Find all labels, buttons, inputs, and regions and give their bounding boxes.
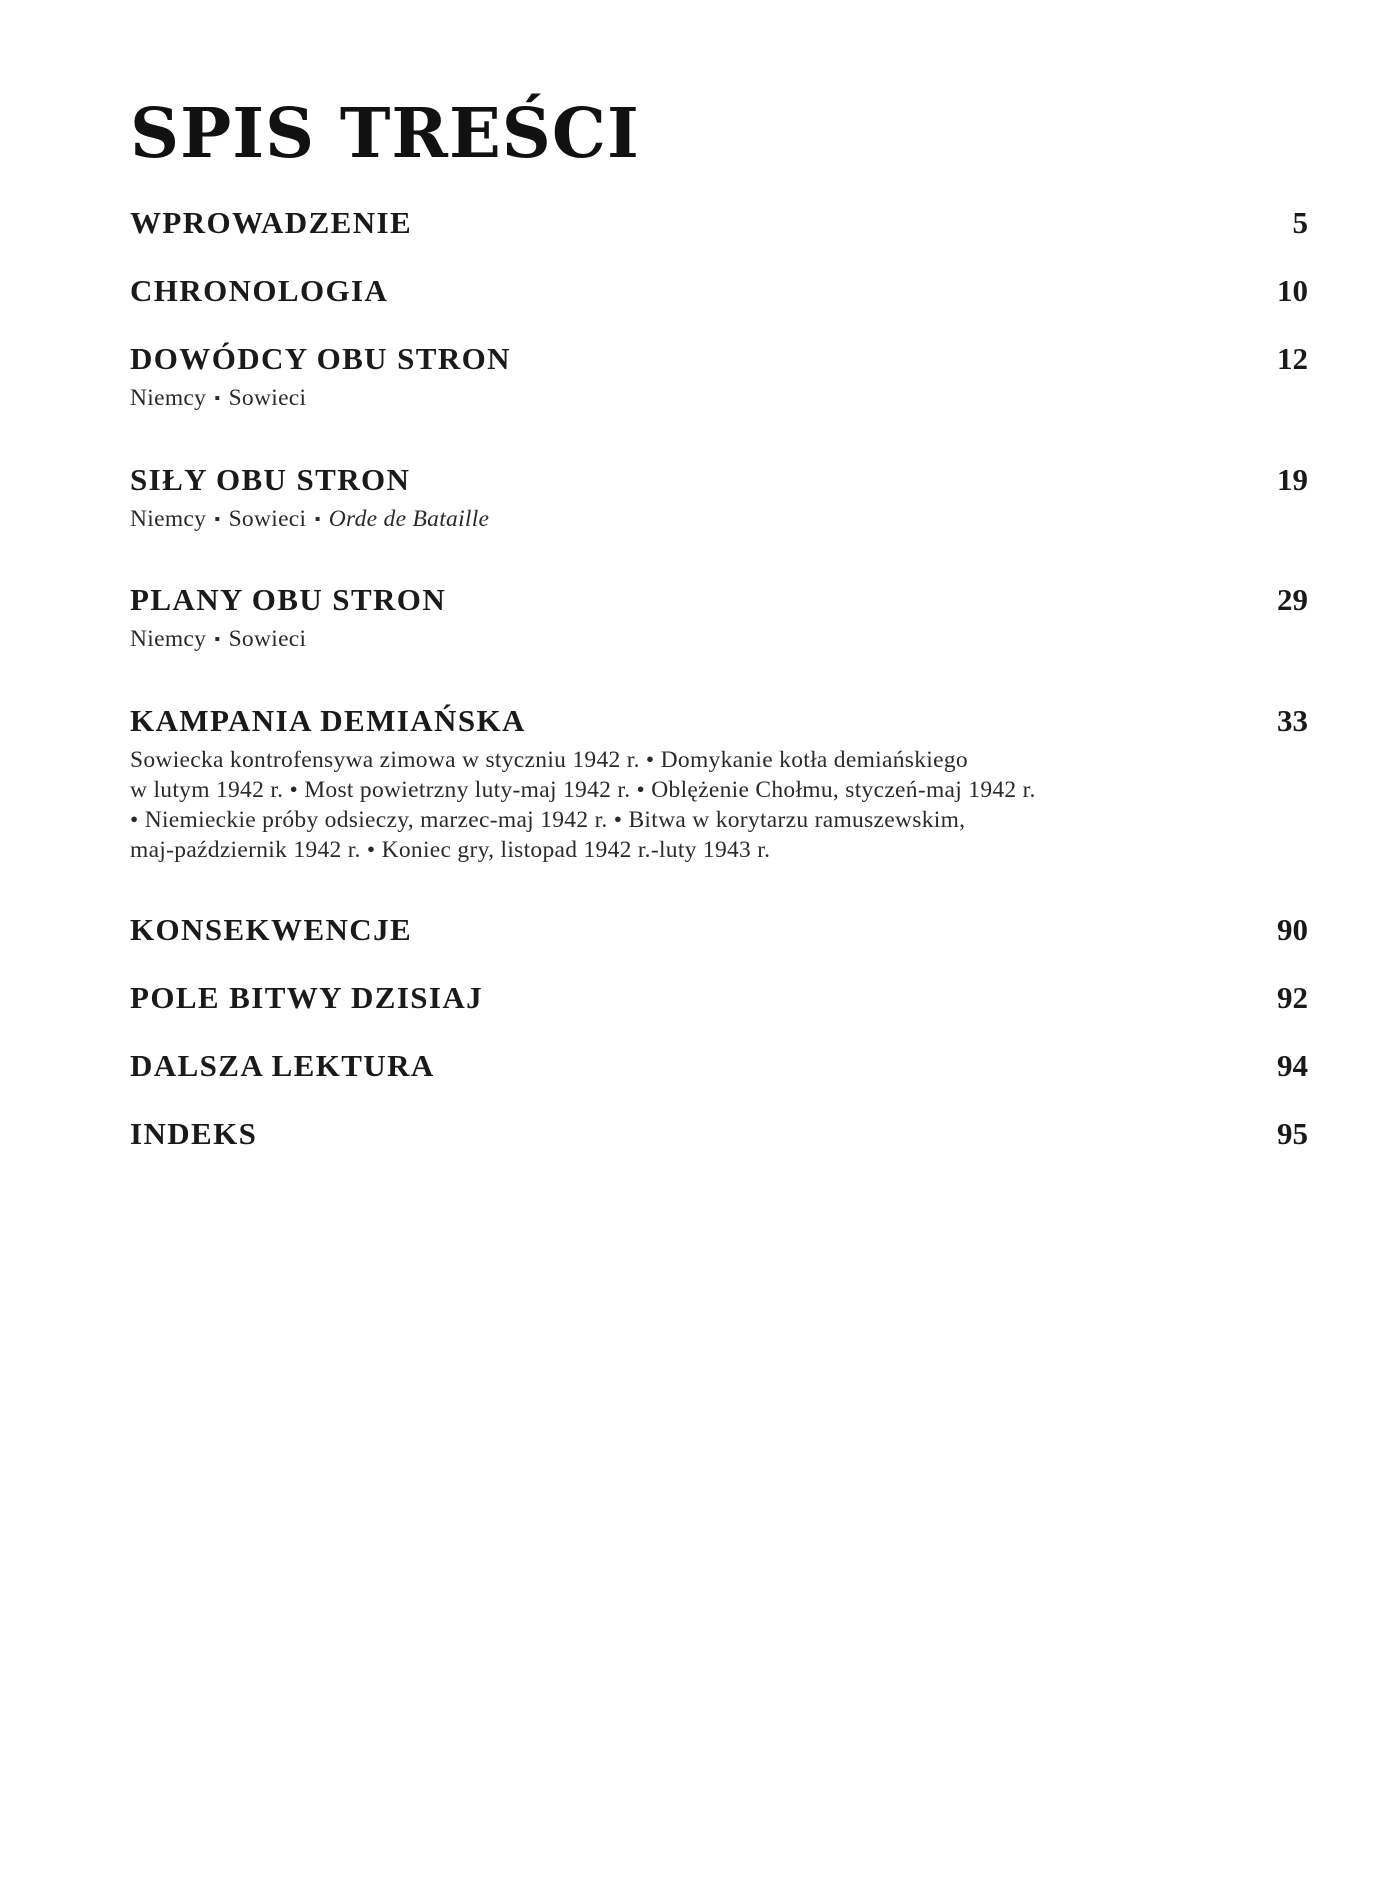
toc-entry-title: KAMPANIA DEMIAŃSKA bbox=[130, 703, 526, 738]
subtopic-line: • Niemieckie próby odsieczy, marzec-maj 1942 r. • Bitwa w korytarzu ramuszewskim, bbox=[130, 807, 966, 833]
toc-entry-subtopics bbox=[130, 624, 1270, 655]
subtopic: Niemcy bbox=[130, 626, 207, 652]
toc-entry-wprowadzenie bbox=[130, 203, 1308, 243]
bullet-separator: ▪ bbox=[214, 631, 221, 648]
toc-entry-title: KONSEKWENCJE bbox=[130, 912, 413, 947]
toc-entry-dalsza-lektura bbox=[130, 1046, 1308, 1086]
toc-entry-head bbox=[130, 460, 1308, 500]
toc-entry-page-number: 5 bbox=[1292, 205, 1308, 240]
subtopic-line: Sowiecka kontrofensywa zimowa w styczniu 1942 r. • Domykanie kotła demiańskiego bbox=[130, 747, 968, 773]
toc-entry-head bbox=[130, 580, 1308, 620]
toc-entry-title: CHRONOLOGIA bbox=[130, 273, 389, 308]
bullet-separator: ▪ bbox=[214, 390, 221, 407]
toc-entry-page-number: 12 bbox=[1277, 341, 1308, 376]
subtopic: Sowieci bbox=[228, 385, 307, 411]
page-title: SPIS TREŚCI bbox=[130, 94, 640, 174]
toc-entry-page-number: 10 bbox=[1277, 273, 1308, 308]
toc-entry-page-number: 33 bbox=[1277, 703, 1308, 738]
toc-entry-title: POLE BITWY DZISIAJ bbox=[130, 980, 484, 1015]
toc-entry-head bbox=[130, 1114, 1308, 1154]
toc-entry-title: WPROWADZENIE bbox=[130, 205, 413, 240]
subtopic: Niemcy bbox=[130, 506, 207, 532]
subtopic: Niemcy bbox=[130, 385, 207, 411]
toc-entry-page-number: 19 bbox=[1277, 462, 1308, 497]
toc-entry-head bbox=[130, 339, 1308, 379]
subtopic: Orde de Bataille bbox=[328, 506, 490, 532]
toc-entry-subtopics bbox=[130, 383, 1270, 414]
toc-entry-plany bbox=[130, 580, 1308, 655]
toc-entry-page-number: 94 bbox=[1277, 1048, 1308, 1083]
toc-entry-head bbox=[130, 203, 1308, 243]
toc-entry-page-number: 95 bbox=[1277, 1116, 1308, 1151]
subtopic: Sowieci bbox=[228, 626, 307, 652]
toc-entry-indeks bbox=[130, 1114, 1308, 1154]
toc-entry-subtopics bbox=[130, 745, 1270, 865]
toc-entry-title: SIŁY OBU STRON bbox=[130, 462, 411, 497]
toc-entry-konsekwencje bbox=[130, 910, 1308, 950]
toc-entry-page-number: 92 bbox=[1277, 980, 1308, 1015]
toc-entry-head bbox=[130, 1046, 1308, 1086]
toc-entry-head bbox=[130, 701, 1308, 741]
toc-entry-dowodcy bbox=[130, 339, 1308, 414]
toc-entry-head bbox=[130, 271, 1308, 311]
bullet-separator: ▪ bbox=[314, 511, 321, 528]
toc-entry-title: DALSZA LEKTURA bbox=[130, 1048, 435, 1083]
toc-entry-title: INDEKS bbox=[130, 1116, 258, 1151]
toc-entry-sily bbox=[130, 460, 1308, 535]
subtopic: Sowieci bbox=[228, 506, 307, 532]
toc-entry-head bbox=[130, 910, 1308, 950]
toc-entry-title: DOWÓDCY OBU STRON bbox=[130, 341, 511, 376]
toc-entry-kampania bbox=[130, 701, 1308, 865]
bullet-separator: ▪ bbox=[214, 511, 221, 528]
toc-entry-pole-bitwy bbox=[130, 978, 1308, 1018]
toc-entry-head bbox=[130, 978, 1308, 1018]
toc-entry-chronologia bbox=[130, 271, 1308, 311]
subtopic-line: w lutym 1942 r. • Most powietrzny luty-maj 1942 r. • Oblężenie Chołmu, styczeń-maj 1942 r. bbox=[130, 777, 1036, 803]
toc-entry-title: PLANY OBU STRON bbox=[130, 582, 447, 617]
toc-entry-page-number: 90 bbox=[1277, 912, 1308, 947]
toc-entry-subtopics bbox=[130, 504, 1270, 535]
toc-entry-page-number: 29 bbox=[1277, 582, 1308, 617]
subtopic-line: maj-październik 1942 r. • Koniec gry, listopad 1942 r.-luty 1943 r. bbox=[130, 837, 771, 863]
